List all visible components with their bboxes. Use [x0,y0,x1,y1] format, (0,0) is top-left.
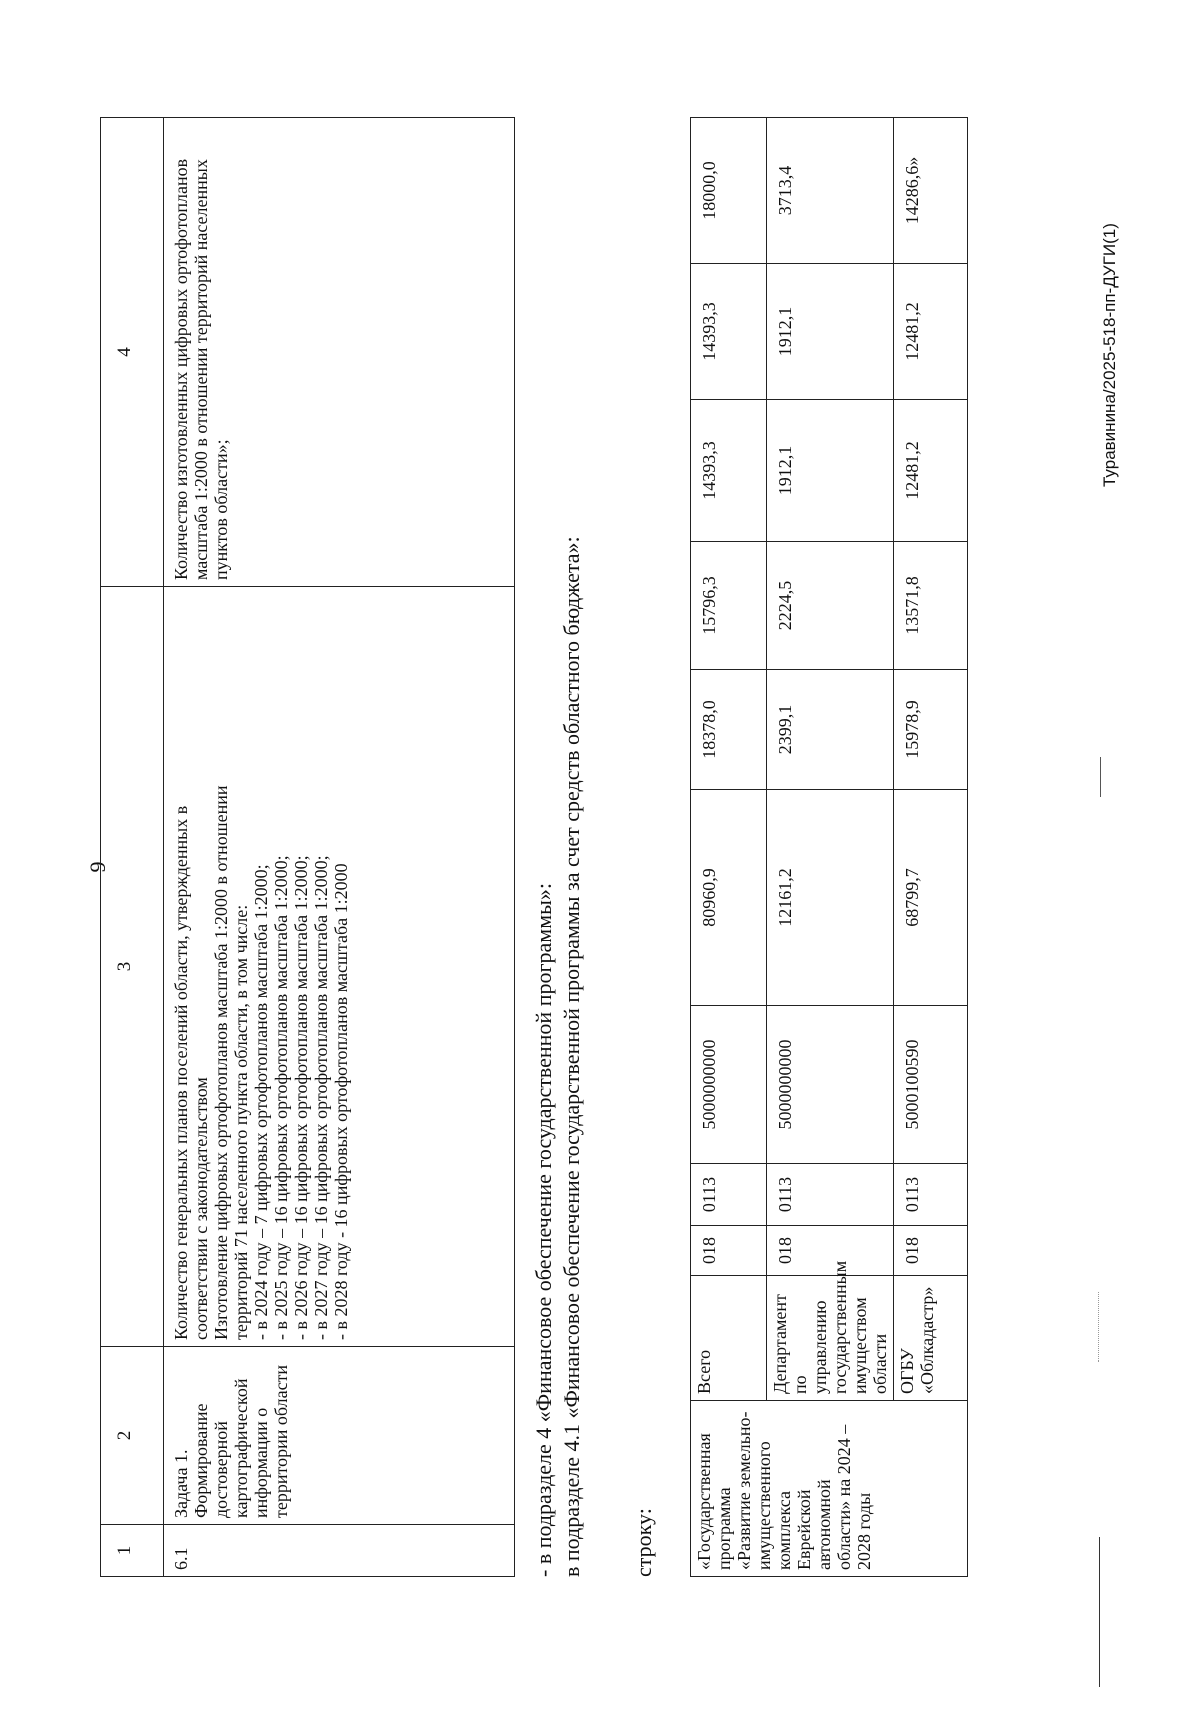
column-header: 3 [101,587,164,1347]
description-line: - в 2026 году – 16 цифровых ортофотопланов масштаба 1:2000; [291,855,311,1340]
row-number: 6.1 [164,1525,515,1577]
executor-cell: Всего [691,1276,767,1401]
rz-cell: 0113 [691,1164,767,1226]
section-heading: - в подразделе 4 «Финансовое обеспечение государственной программы»: [531,882,556,1577]
description-line: соответствии с законодательством [191,1077,211,1340]
table-row [691,118,767,1577]
task-cell: Задача 1. Формирование достоверной картографической информации о территории области [164,1347,515,1525]
executor-cell: ОГБУ «Облкадастр» [894,1276,968,1401]
description-line: - в 2027 году – 16 цифровых ортофотопланов масштаба 1:2000; [311,855,331,1340]
column-header: 1 [101,1525,164,1577]
indicators-table [100,117,515,1577]
value-cell: 3713,4 [767,118,894,264]
description-line: - в 2024 году – 7 цифровых ортофотопланов масштаба 1:2000; [251,864,271,1340]
column-header: 2 [101,1347,164,1525]
value-cell: 13571,8 [894,542,968,670]
rz-cell: 0113 [894,1164,968,1226]
value-cell: 68799,7 [894,790,968,1006]
value-cell: 18000,0 [691,118,767,264]
footer-rule [1099,1537,1100,1687]
value-cell: 15978,9 [894,670,968,790]
grbs-cell: 018 [691,1226,767,1276]
value-cell: 18378,0 [691,670,767,790]
program-cell: «Государственная программа «Развитие земельно-имущественного комплекса Еврейской автономной области» на 2024 – 2028 годы [691,1401,968,1577]
description-line: территорий 71 населенного пункта области, в том числе: [231,904,251,1340]
value-cell: 12481,2 [894,264,968,400]
financing-table [690,117,968,1577]
footer-mark [1098,1292,1099,1362]
table-row [894,118,968,1577]
value-cell: 14393,3 [691,400,767,542]
csr-cell: 5000000000 [767,1006,894,1164]
value-cell: 14393,3 [691,264,767,400]
csr-cell: 5000100590 [894,1006,968,1164]
description-line: Количество генеральных планов поселений области, утвержденных в [171,805,191,1340]
indicator-cell: Количество изготовленных цифровых ортофотопланов масштаба 1:2000 в отношении территорий населенных пунктов области»; [164,118,515,587]
value-cell: 2399,1 [767,670,894,790]
description-cell [164,587,515,1347]
document-id: Туравинина/2025-518-пп-ДУГИ(1) [1100,223,1119,487]
executor-cell: Департамент по управлению государственным имуществом области [767,1276,894,1401]
page-number: 9 [85,861,110,873]
value-cell: 15796,3 [691,542,767,670]
value-cell: 14286,6» [894,118,968,264]
grbs-cell: 018 [767,1226,894,1276]
table-row [164,118,515,1577]
grbs-cell: 018 [894,1226,968,1276]
footer-rule [1100,757,1101,797]
section-heading: в подразделе 4.1 «Финансовое обеспечение государственной программы за счет средств областного бюджета»: [559,536,584,1577]
value-cell: 80960,9 [691,790,767,1006]
rz-cell: 0113 [767,1164,894,1226]
description-line: - в 2025 году – 16 цифровых ортофотопланов масштаба 1:2000; [271,855,291,1340]
description-line: Изготовление цифровых ортофотопланов масштаба 1:2000 в отношении [211,785,231,1340]
description-line: - в 2028 году - 16 цифровых ортофотопланов масштаба 1:2000 [331,863,351,1340]
section-note: строку: [631,1508,656,1577]
value-cell: 1912,1 [767,400,894,542]
csr-cell: 5000000000 [691,1006,767,1164]
value-cell: 2224,5 [767,542,894,670]
value-cell: 1912,1 [767,264,894,400]
table-row [767,118,894,1577]
value-cell: 12481,2 [894,400,968,542]
table-header-row [101,118,164,1577]
value-cell: 12161,2 [767,790,894,1006]
column-header: 4 [101,118,164,587]
